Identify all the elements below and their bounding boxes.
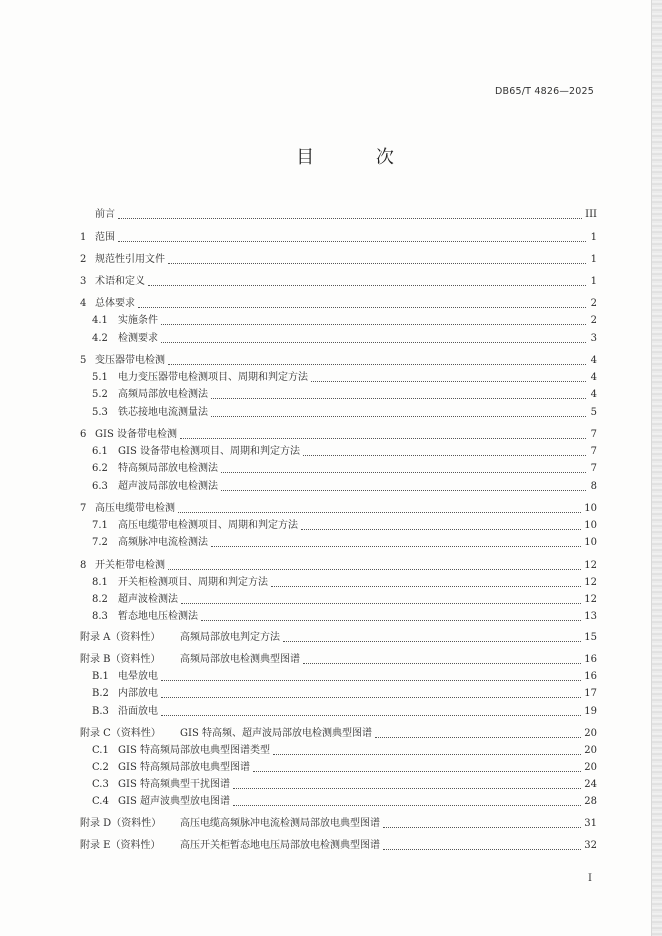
toc-entry-title: 高频局部放电判定方法	[180, 632, 280, 643]
toc-entry[interactable]	[92, 667, 597, 683]
toc-entry-title: 前言	[95, 209, 115, 220]
toc-entry-title: GIS 设备带电检测	[95, 429, 177, 440]
toc-entry-number: 4	[80, 298, 87, 309]
toc-entry[interactable]	[80, 836, 597, 852]
dot-leader	[271, 586, 581, 587]
toc-entry-page: 1	[590, 276, 597, 287]
toc-entry-number: C.4	[92, 796, 109, 807]
toc-entry-page: 16	[584, 654, 597, 665]
toc-entry-page: 7	[590, 429, 597, 440]
toc-entry[interactable]	[92, 590, 597, 606]
dot-leader	[233, 788, 581, 789]
toc-entry-title: 高频局部放电检测法	[118, 389, 208, 400]
toc-entry-title: 高压开关柜暂态地电压局部放电检测典型图谱	[180, 840, 380, 851]
toc-entry-page: 1	[590, 254, 597, 265]
toc-entry[interactable]	[92, 684, 597, 700]
dot-leader	[161, 715, 581, 716]
toc-entry-title: GIS 特高频局部放电典型图谱类型	[118, 745, 270, 756]
toc-entry[interactable]	[80, 628, 597, 644]
toc-entry-number: 6	[80, 429, 87, 440]
dot-leader	[211, 546, 581, 547]
toc-entry-number: 8.3	[92, 611, 108, 622]
toc-entry-title: 暂态地电压检测法	[118, 611, 198, 622]
toc-entry-number: 5	[80, 355, 87, 366]
page-title: 目 次	[296, 147, 422, 168]
toc-entry-title: GIS 设备带电检测项目、周期和判定方法	[118, 446, 300, 457]
toc-entry-number: 5.2	[92, 389, 108, 400]
toc-entry-title: GIS 特高频、超声波局部放电检测典型图谱	[180, 728, 372, 739]
toc-entry-title: 高压电缆高频脉冲电流检测局部放电典型图谱	[180, 818, 380, 829]
dot-leader	[233, 805, 581, 806]
toc-entry-title: 规范性引用文件	[95, 254, 165, 265]
dot-leader	[168, 263, 586, 264]
toc-entry-number: 8.1	[92, 577, 108, 588]
toc-entry[interactable]	[92, 459, 597, 475]
toc-entry-title: 开关柜带电检测	[95, 560, 165, 571]
page-number: I	[588, 873, 592, 884]
toc-entry[interactable]	[80, 272, 597, 288]
toc-entry-number: 6.3	[92, 481, 108, 492]
toc-entry-number: B.3	[92, 706, 109, 717]
toc-entry[interactable]	[80, 351, 597, 367]
toc-entry-page: 7	[590, 446, 597, 457]
dot-leader	[118, 218, 582, 219]
toc-entry-page: 5	[590, 407, 597, 418]
toc-entry[interactable]	[80, 250, 597, 266]
dot-leader	[161, 324, 586, 325]
toc-entry-title: 高压电缆带电检测项目、周期和判定方法	[118, 520, 298, 531]
dot-leader	[283, 641, 581, 642]
toc-entry[interactable]	[80, 650, 597, 666]
toc-entry[interactable]	[92, 403, 597, 419]
toc-entry[interactable]	[80, 228, 597, 244]
toc-entry-page: 13	[584, 611, 597, 622]
dot-leader	[161, 697, 581, 698]
toc-entry-page: III	[585, 209, 597, 220]
toc-entry-title: 实施条件	[118, 315, 158, 326]
toc-entry-title: 电力变压器带电检测项目、周期和判定方法	[118, 372, 308, 383]
dot-leader	[180, 438, 586, 439]
toc-entry-page: 17	[584, 688, 597, 699]
toc-entry-page: 15	[584, 632, 597, 643]
toc-entry-title: GIS 特高频局部放电典型图谱	[118, 762, 250, 773]
toc-entry-number: 4.1	[92, 315, 108, 326]
toc-entry-page: 28	[584, 796, 597, 807]
toc-entry-number: 4.2	[92, 333, 108, 344]
toc-entry-number: 8	[80, 560, 87, 571]
toc-entry-title: 超声波局部放电检测法	[118, 481, 218, 492]
toc-entry-number: 附录 A（资料性）	[80, 632, 161, 643]
toc-entry-number: 附录 E（资料性）	[80, 840, 161, 851]
toc-entry-title: 内部放电	[118, 688, 158, 699]
dot-leader	[148, 285, 586, 286]
toc-entry-number: 5.3	[92, 407, 108, 418]
toc-entry[interactable]	[92, 516, 597, 532]
toc-entry-page: 2	[590, 315, 597, 326]
toc-entry-page: 19	[584, 706, 597, 717]
toc-entry-number: 7.1	[92, 520, 108, 531]
toc-entry-title: GIS 特高频典型干扰图谱	[118, 779, 230, 790]
toc-entry-number: 8.2	[92, 594, 108, 605]
dot-leader	[221, 472, 586, 473]
toc-entry[interactable]	[92, 792, 597, 808]
dot-leader	[161, 342, 586, 343]
dot-leader	[138, 307, 586, 308]
scan-edge	[651, 0, 662, 936]
toc-entry[interactable]	[80, 499, 597, 515]
toc-entry-title: 高频局部放电检测典型图谱	[180, 654, 300, 665]
dot-leader	[211, 398, 586, 399]
toc-entry-number: 附录 C（资料性）	[80, 728, 161, 739]
toc-entry-page: 10	[584, 537, 597, 548]
toc-entry-title: 铁芯接地电流测量法	[118, 407, 208, 418]
toc-entry[interactable]	[80, 814, 597, 830]
toc-entry-page: 12	[584, 560, 597, 571]
toc-entry[interactable]	[92, 607, 597, 623]
toc-entry[interactable]	[92, 368, 597, 384]
dot-leader	[211, 416, 586, 417]
toc-entry-page: 8	[590, 481, 597, 492]
toc-entry[interactable]	[92, 573, 597, 589]
dot-leader	[181, 603, 581, 604]
toc-entry-title: 变压器带电检测	[95, 355, 165, 366]
toc-entry-title: 特高频局部放电检测法	[118, 463, 218, 474]
toc-entry-title: 术语和定义	[95, 276, 145, 287]
toc-entry-number: B.2	[92, 688, 109, 699]
dot-leader	[178, 512, 581, 513]
toc-entry[interactable]	[80, 556, 597, 572]
toc-entry[interactable]	[92, 775, 597, 791]
dot-leader	[161, 680, 581, 681]
toc-entry[interactable]	[92, 442, 597, 458]
toc-entry-title: 高压电缆带电检测	[95, 503, 175, 514]
toc-entry-title: 总体要求	[95, 298, 135, 309]
toc-entry-page: 31	[584, 818, 597, 829]
toc-entry-number: 附录 D（资料性）	[80, 818, 162, 829]
toc-entry-page: 12	[584, 594, 597, 605]
toc-entry-number: 7	[80, 503, 87, 514]
toc-entry[interactable]	[92, 311, 597, 327]
dot-leader	[311, 381, 586, 382]
toc-entry-title: 范围	[95, 232, 115, 243]
toc-entry-page: 3	[590, 333, 597, 344]
toc-entry[interactable]	[80, 724, 597, 740]
toc-entry-title: GIS 超声波典型放电图谱	[118, 796, 230, 807]
toc-entry-number: B.1	[92, 671, 109, 682]
toc-entry-number: 3	[80, 276, 87, 287]
toc-entry-page: 4	[590, 389, 597, 400]
toc-entry-title: 超声波检测法	[118, 594, 178, 605]
toc-entry-number: C.2	[92, 762, 109, 773]
toc-entry-page: 4	[590, 372, 597, 383]
dot-leader	[301, 529, 581, 530]
toc-entry-number: 附录 B（资料性）	[80, 654, 161, 665]
dot-leader	[221, 490, 586, 491]
toc-entry-number: 2	[80, 254, 87, 265]
toc-entry-title: 检测要求	[118, 333, 158, 344]
toc-entry-number: 6.1	[92, 446, 108, 457]
dot-leader	[383, 827, 581, 828]
toc-entry-page: 16	[584, 671, 597, 682]
dot-leader	[303, 663, 581, 664]
toc-entry[interactable]	[80, 205, 597, 221]
toc-entry-page: 2	[590, 298, 597, 309]
toc-entry-page: 20	[584, 745, 597, 756]
toc-entry[interactable]	[92, 702, 597, 718]
toc-entry-page: 10	[584, 520, 597, 531]
toc-entry[interactable]	[92, 758, 597, 774]
dot-leader	[118, 241, 586, 242]
toc-entry-page: 24	[584, 779, 597, 790]
toc-entry-page: 7	[590, 463, 597, 474]
toc-entry[interactable]	[92, 533, 597, 549]
toc-entry[interactable]	[92, 329, 597, 345]
document-code: DB65/T 4826—2025	[495, 86, 594, 97]
toc-entry[interactable]	[92, 741, 597, 757]
toc-entry[interactable]	[92, 477, 597, 493]
dot-leader	[303, 455, 586, 456]
toc-entry-page: 20	[584, 762, 597, 773]
dot-leader	[375, 737, 581, 738]
dot-leader	[383, 849, 581, 850]
toc-entry-title: 高频脉冲电流检测法	[118, 537, 208, 548]
toc-entry[interactable]	[92, 385, 597, 401]
toc-entry-number: C.1	[92, 745, 109, 756]
toc-entry[interactable]	[80, 425, 597, 441]
toc-entry-number: 5.1	[92, 372, 108, 383]
toc-entry-page: 1	[590, 232, 597, 243]
toc-entry-page: 4	[590, 355, 597, 366]
toc-entry-number: 6.2	[92, 463, 108, 474]
toc-entry[interactable]	[80, 294, 597, 310]
toc-entry-title: 开关柜检测项目、周期和判定方法	[118, 577, 268, 588]
dot-leader	[273, 754, 581, 755]
toc-entry-number: C.3	[92, 779, 109, 790]
toc-entry-page: 12	[584, 577, 597, 588]
toc-entry-title: 电晕放电	[118, 671, 158, 682]
toc-entry-title: 沿面放电	[118, 706, 158, 717]
toc-entry-page: 32	[584, 840, 597, 851]
dot-leader	[201, 620, 581, 621]
dot-leader	[253, 771, 581, 772]
toc-entry-number: 1	[80, 232, 87, 243]
toc-entry-page: 20	[584, 728, 597, 739]
dot-leader	[168, 569, 581, 570]
dot-leader	[168, 364, 586, 365]
toc-entry-number: 7.2	[92, 537, 108, 548]
toc-entry-page: 10	[584, 503, 597, 514]
